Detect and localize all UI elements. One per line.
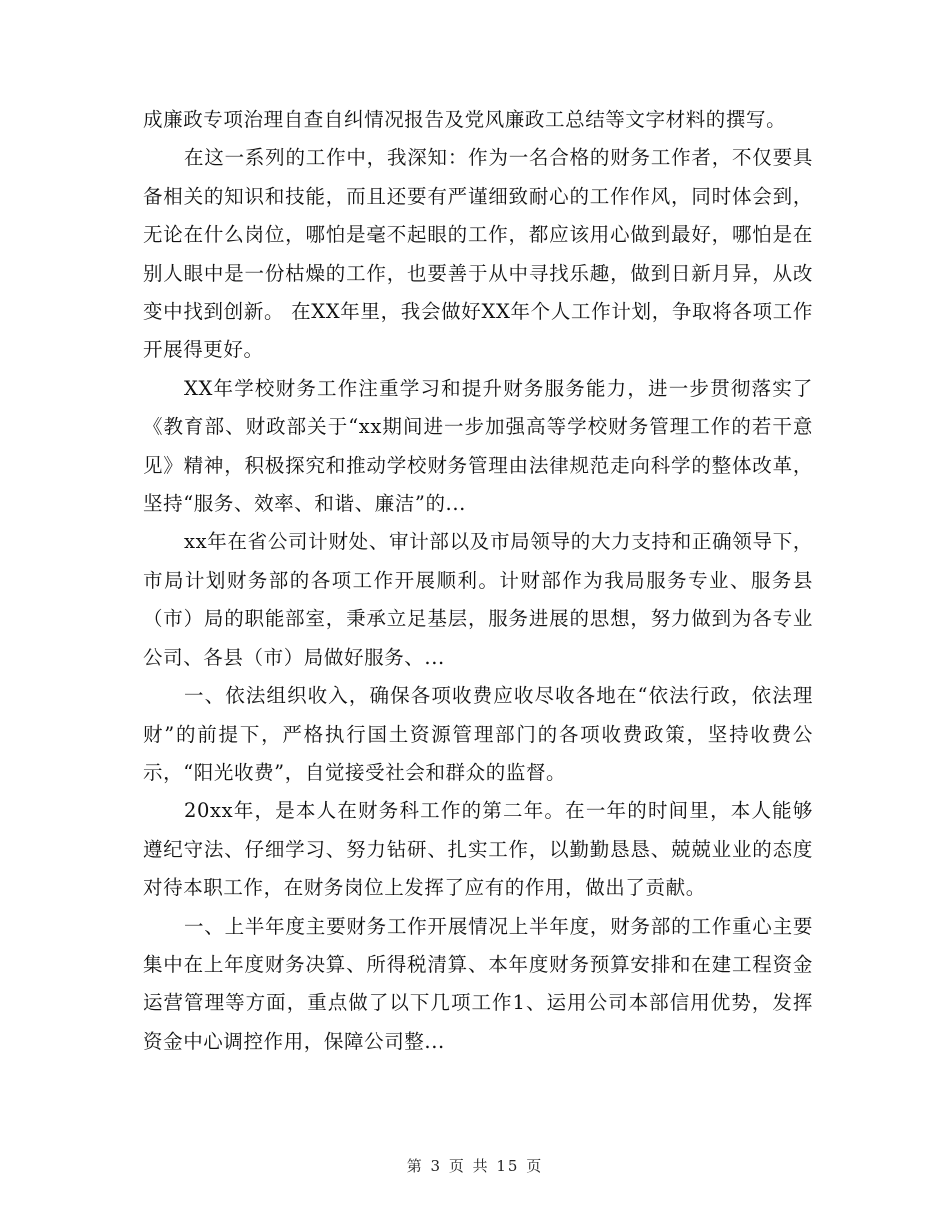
page-number-footer: 第 3 页 共 15 页 [406, 1157, 544, 1175]
paragraph-2: 在这一系列的工作中，我深知：作为一名合格的财务工作者，不仅要具备相关的知识和技能，而且还要有严谨细致耐心的工作作风，同时体会到，无论在什么岗位，哪怕是毫不起眼的工作，都应该用心做到最好，哪怕是在别人眼中是一份枯燥的工作，也要善于从中寻找乐趣，做到日新月异，从改变中找到创新。 在XX年里，我会做好XX年个人工作计划，争取将各项工作开展得更好。 [143, 146, 813, 362]
document-body [143, 101, 813, 1061]
paragraph-6: 20xx年，是本人在财务科工作的第二年。在一年的时间里，本人能够遵纪守法、仔细学习、努力钻研、扎实工作，以勤勤恳恳、兢兢业业的态度对待本职工作，在财务岗位上发挥了应有的作用，做出了贡献。 [143, 799, 813, 900]
paragraph-4: xx年在省公司计财处、审计部以及市局领导的大力支持和正确领导下，市局计划财务部的各项工作开展顺利。计财部作为我局服务专业、服务县（市）局的职能部室，秉承立足基层，服务进展的思想，努力做到为各专业公司、各县（市）局做好服务、... [143, 530, 813, 669]
paragraph-1: 成廉政专项治理自查自纠情况报告及党风廉政工总结等文字材料的撰写。 [143, 108, 787, 131]
paragraph-3: XX年学校财务工作注重学习和提升财务服务能力，进一步贯彻落实了《教育部、财政部关于“xx期间进一步加强高等学校财务管理工作的若干意见》精神，积极探究和推动学校财务管理由法律规范走向科学的整体改革，坚持“服务、效率、和谐、廉洁”的... [143, 376, 813, 516]
paragraph-7: 一、上半年度主要财务工作开展情况上半年度，财务部的工作重心主要集中在上年度财务决算、所得税清算、本年度财务预算安排和在建工程资金运营管理等方面，重点做了以下几项工作1、运用公司本部信用优势，发挥资金中心调控作用，保障公司整... [143, 914, 813, 1053]
paragraph-5: 一、依法组织收入，确保各项收费应收尽收各地在“依法行政，依法理财”的前提下，严格执行国土资源管理部门的各项收费政策，坚持收费公示，“阳光收费”，自觉接受社会和群众的监督。 [143, 684, 813, 784]
